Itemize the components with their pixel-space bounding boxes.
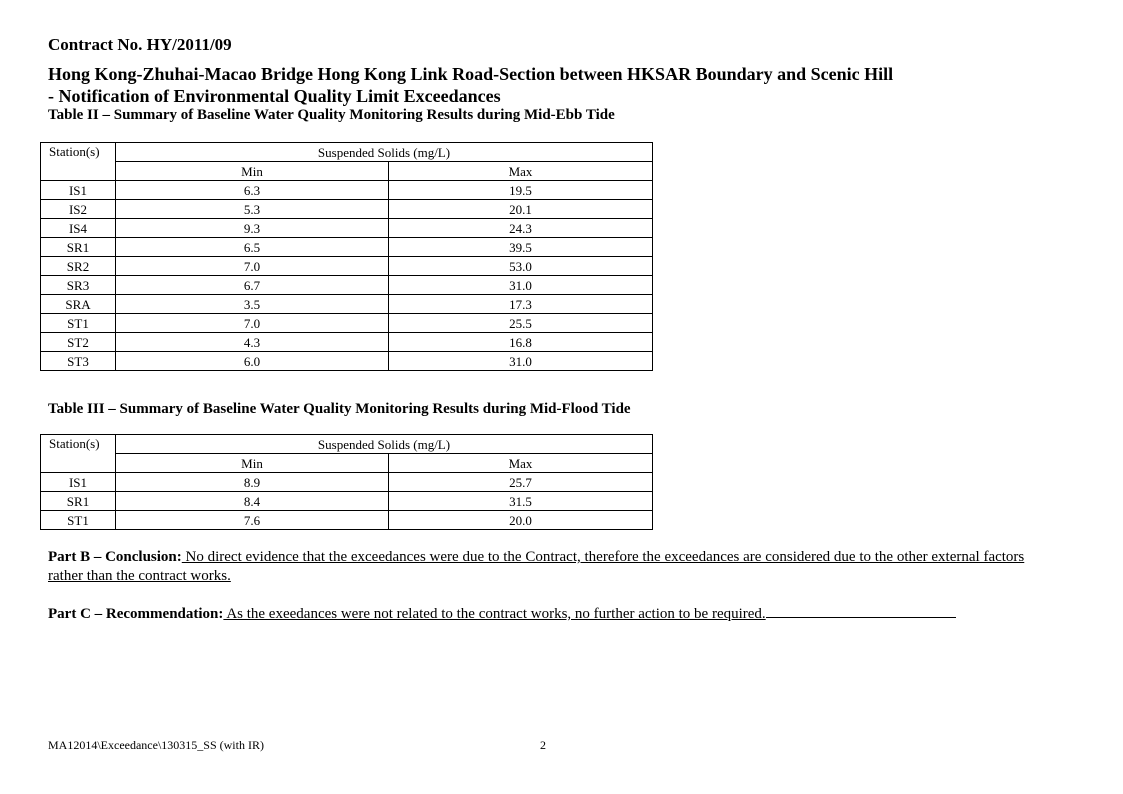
max-cell: 16.8	[389, 333, 653, 352]
station-cell: IS4	[41, 219, 116, 238]
part-c-label: Part C – Recommendation:	[48, 606, 224, 622]
station-cell: ST2	[41, 333, 116, 352]
document-title-line2: - Notification of Environmental Quality Limit Exceedances	[48, 86, 501, 106]
table-row	[41, 295, 653, 314]
part-b-text: No direct evidence that the exceedances were due to the Contract, therefore the exceedances are considered due to the other external factors rather than the contract works.	[48, 549, 1025, 584]
station-cell: SR1	[41, 238, 116, 257]
max-cell: 17.3	[389, 295, 653, 314]
max-cell: 25.7	[389, 473, 653, 492]
mid-flood-results-table	[40, 434, 653, 530]
station-cell: SR1	[41, 492, 116, 511]
max-cell: 31.5	[389, 492, 653, 511]
min-cell: 6.5	[116, 238, 389, 257]
table-row	[41, 511, 653, 530]
mid-ebb-results-table	[40, 142, 653, 371]
station-cell: IS1	[41, 181, 116, 200]
max-cell: 39.5	[389, 238, 653, 257]
max-cell: 24.3	[389, 219, 653, 238]
min-cell: 4.3	[116, 333, 389, 352]
max-column-header: Max	[389, 162, 653, 181]
table3-caption: Table III – Summary of Baseline Water Quality Monitoring Results during Mid-Flood Tide	[48, 401, 631, 417]
table-row	[41, 473, 653, 492]
table-row	[41, 257, 653, 276]
table-row	[41, 238, 653, 257]
min-cell: 3.5	[116, 295, 389, 314]
table-row	[41, 352, 653, 371]
part-c-recommendation	[48, 603, 956, 623]
max-cell: 20.0	[389, 511, 653, 530]
max-cell: 19.5	[389, 181, 653, 200]
min-cell: 6.0	[116, 352, 389, 371]
table2-caption: Table II – Summary of Baseline Water Quality Monitoring Results during Mid-Ebb Tide	[48, 107, 615, 123]
min-cell: 6.3	[116, 181, 389, 200]
station-cell: SR2	[41, 257, 116, 276]
min-column-header: Min	[116, 162, 389, 181]
min-cell: 5.3	[116, 200, 389, 219]
table-row	[41, 181, 653, 200]
table-row	[41, 219, 653, 238]
station-column-header: Station(s)	[41, 435, 116, 473]
max-cell: 53.0	[389, 257, 653, 276]
table-row	[41, 333, 653, 352]
max-cell: 31.0	[389, 352, 653, 371]
page-number: 2	[540, 738, 546, 752]
table-row	[41, 200, 653, 219]
station-cell: IS1	[41, 473, 116, 492]
document-title-line1: Hong Kong-Zhuhai-Macao Bridge Hong Kong Link Road-Section between HKSAR Boundary and Scenic Hill	[48, 64, 894, 84]
min-cell: 6.7	[116, 276, 389, 295]
max-cell: 20.1	[389, 200, 653, 219]
part-b-conclusion	[48, 548, 1058, 586]
min-cell: 7.0	[116, 257, 389, 276]
station-cell: IS2	[41, 200, 116, 219]
min-cell: 7.6	[116, 511, 389, 530]
suspended-solids-header: Suspended Solids (mg/L)	[116, 143, 653, 162]
part-c-text: As the exeedances were not related to the contract works, no further action to be required.	[223, 606, 766, 622]
station-cell: SR3	[41, 276, 116, 295]
max-cell: 31.0	[389, 276, 653, 295]
part-b-label: Part B – Conclusion:	[48, 549, 182, 565]
min-cell: 7.0	[116, 314, 389, 333]
min-cell: 9.3	[116, 219, 389, 238]
station-cell: ST3	[41, 352, 116, 371]
min-cell: 8.9	[116, 473, 389, 492]
table-row	[41, 314, 653, 333]
table-row	[41, 492, 653, 511]
footer-file-reference: MA12014\Exceedance\130315_SS (with IR)	[48, 738, 264, 752]
max-cell: 25.5	[389, 314, 653, 333]
underline-fill	[766, 603, 956, 618]
contract-number: Contract No. HY/2011/09	[48, 35, 232, 54]
station-cell: ST1	[41, 314, 116, 333]
station-cell: ST1	[41, 511, 116, 530]
suspended-solids-header: Suspended Solids (mg/L)	[116, 435, 653, 454]
station-cell: SRA	[41, 295, 116, 314]
table-row	[41, 276, 653, 295]
min-cell: 8.4	[116, 492, 389, 511]
station-column-header: Station(s)	[41, 143, 116, 181]
min-column-header: Min	[116, 454, 389, 473]
max-column-header: Max	[389, 454, 653, 473]
